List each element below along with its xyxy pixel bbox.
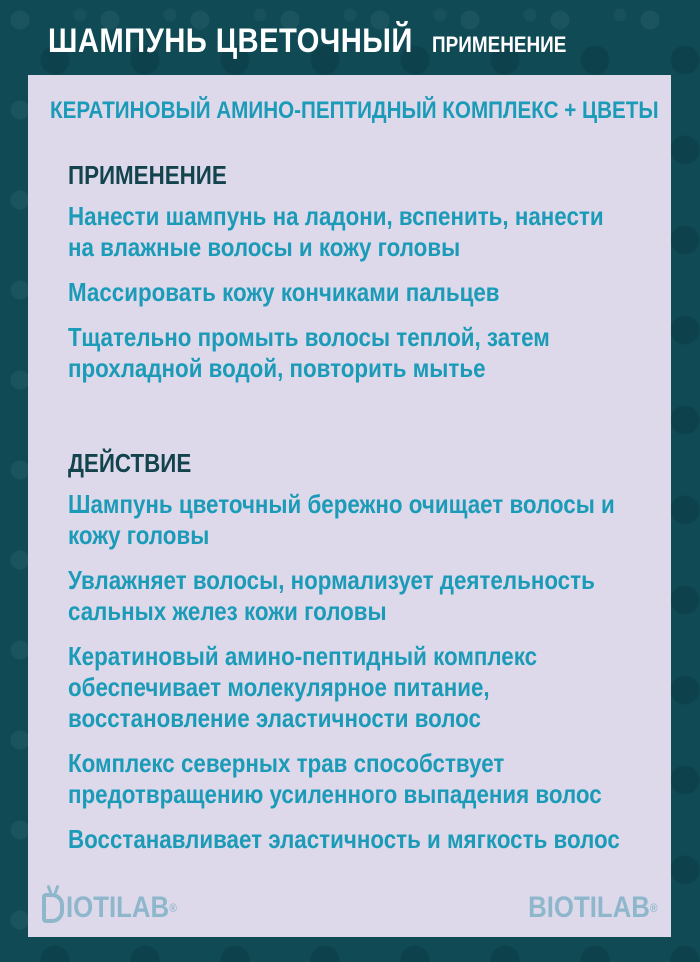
header <box>48 22 588 68</box>
logo-right <box>528 893 657 923</box>
subtitle: КЕРАТИНОВЫЙ АМИНО-ПЕПТИДНЫЙ КОМПЛЕКС + ЦВЕТЫ <box>50 97 659 124</box>
page-section-label: ПРИМЕНЕНИЕ <box>432 32 567 57</box>
list-item: Увлажняет волосы, нормализует деятельность сальных желез кожи головы <box>68 565 595 626</box>
page-title: ШАМПУНЬ ЦВЕТОЧНЫЙ <box>48 22 413 60</box>
logo-left-text: IOTILAB® <box>66 891 177 924</box>
list-item: Кератиновый амино-пептидный комплекс обеспечивает молекулярное питание, восстановление эластичности волос <box>68 641 538 733</box>
list-item: Восстанавливает эластичность и мягкость волос <box>68 824 620 854</box>
list-item: Комплекс северных трав способствует предотвращению усиленного выпадения волос <box>68 748 602 809</box>
section-heading: ПРИМЕНЕНИЕ <box>68 160 227 190</box>
section-gap <box>68 398 700 448</box>
content-panel <box>28 75 671 937</box>
logo-right-text: BIOTILAB <box>527 891 650 924</box>
section-action <box>68 448 700 855</box>
list-item: Тщательно промыть волосы теплой, затем прохладной водой, повторить мытье <box>68 322 550 383</box>
list-item: Шампунь цветочный бережно очищает волосы и кожу головы <box>68 489 615 550</box>
list-item: Массировать кожу кончиками пальцев <box>68 277 500 307</box>
registered-mark: ® <box>649 901 657 915</box>
registered-mark: ® <box>169 901 177 915</box>
list-item: Нанести шампунь на ладони, вспенить, нанести на влажные волосы и кожу головы <box>68 201 604 262</box>
logo-mark-icon <box>42 893 64 923</box>
section-application <box>68 160 700 384</box>
content <box>68 160 700 869</box>
logo-left <box>42 893 195 923</box>
section-heading: ДЕЙСТВИЕ <box>68 448 192 478</box>
